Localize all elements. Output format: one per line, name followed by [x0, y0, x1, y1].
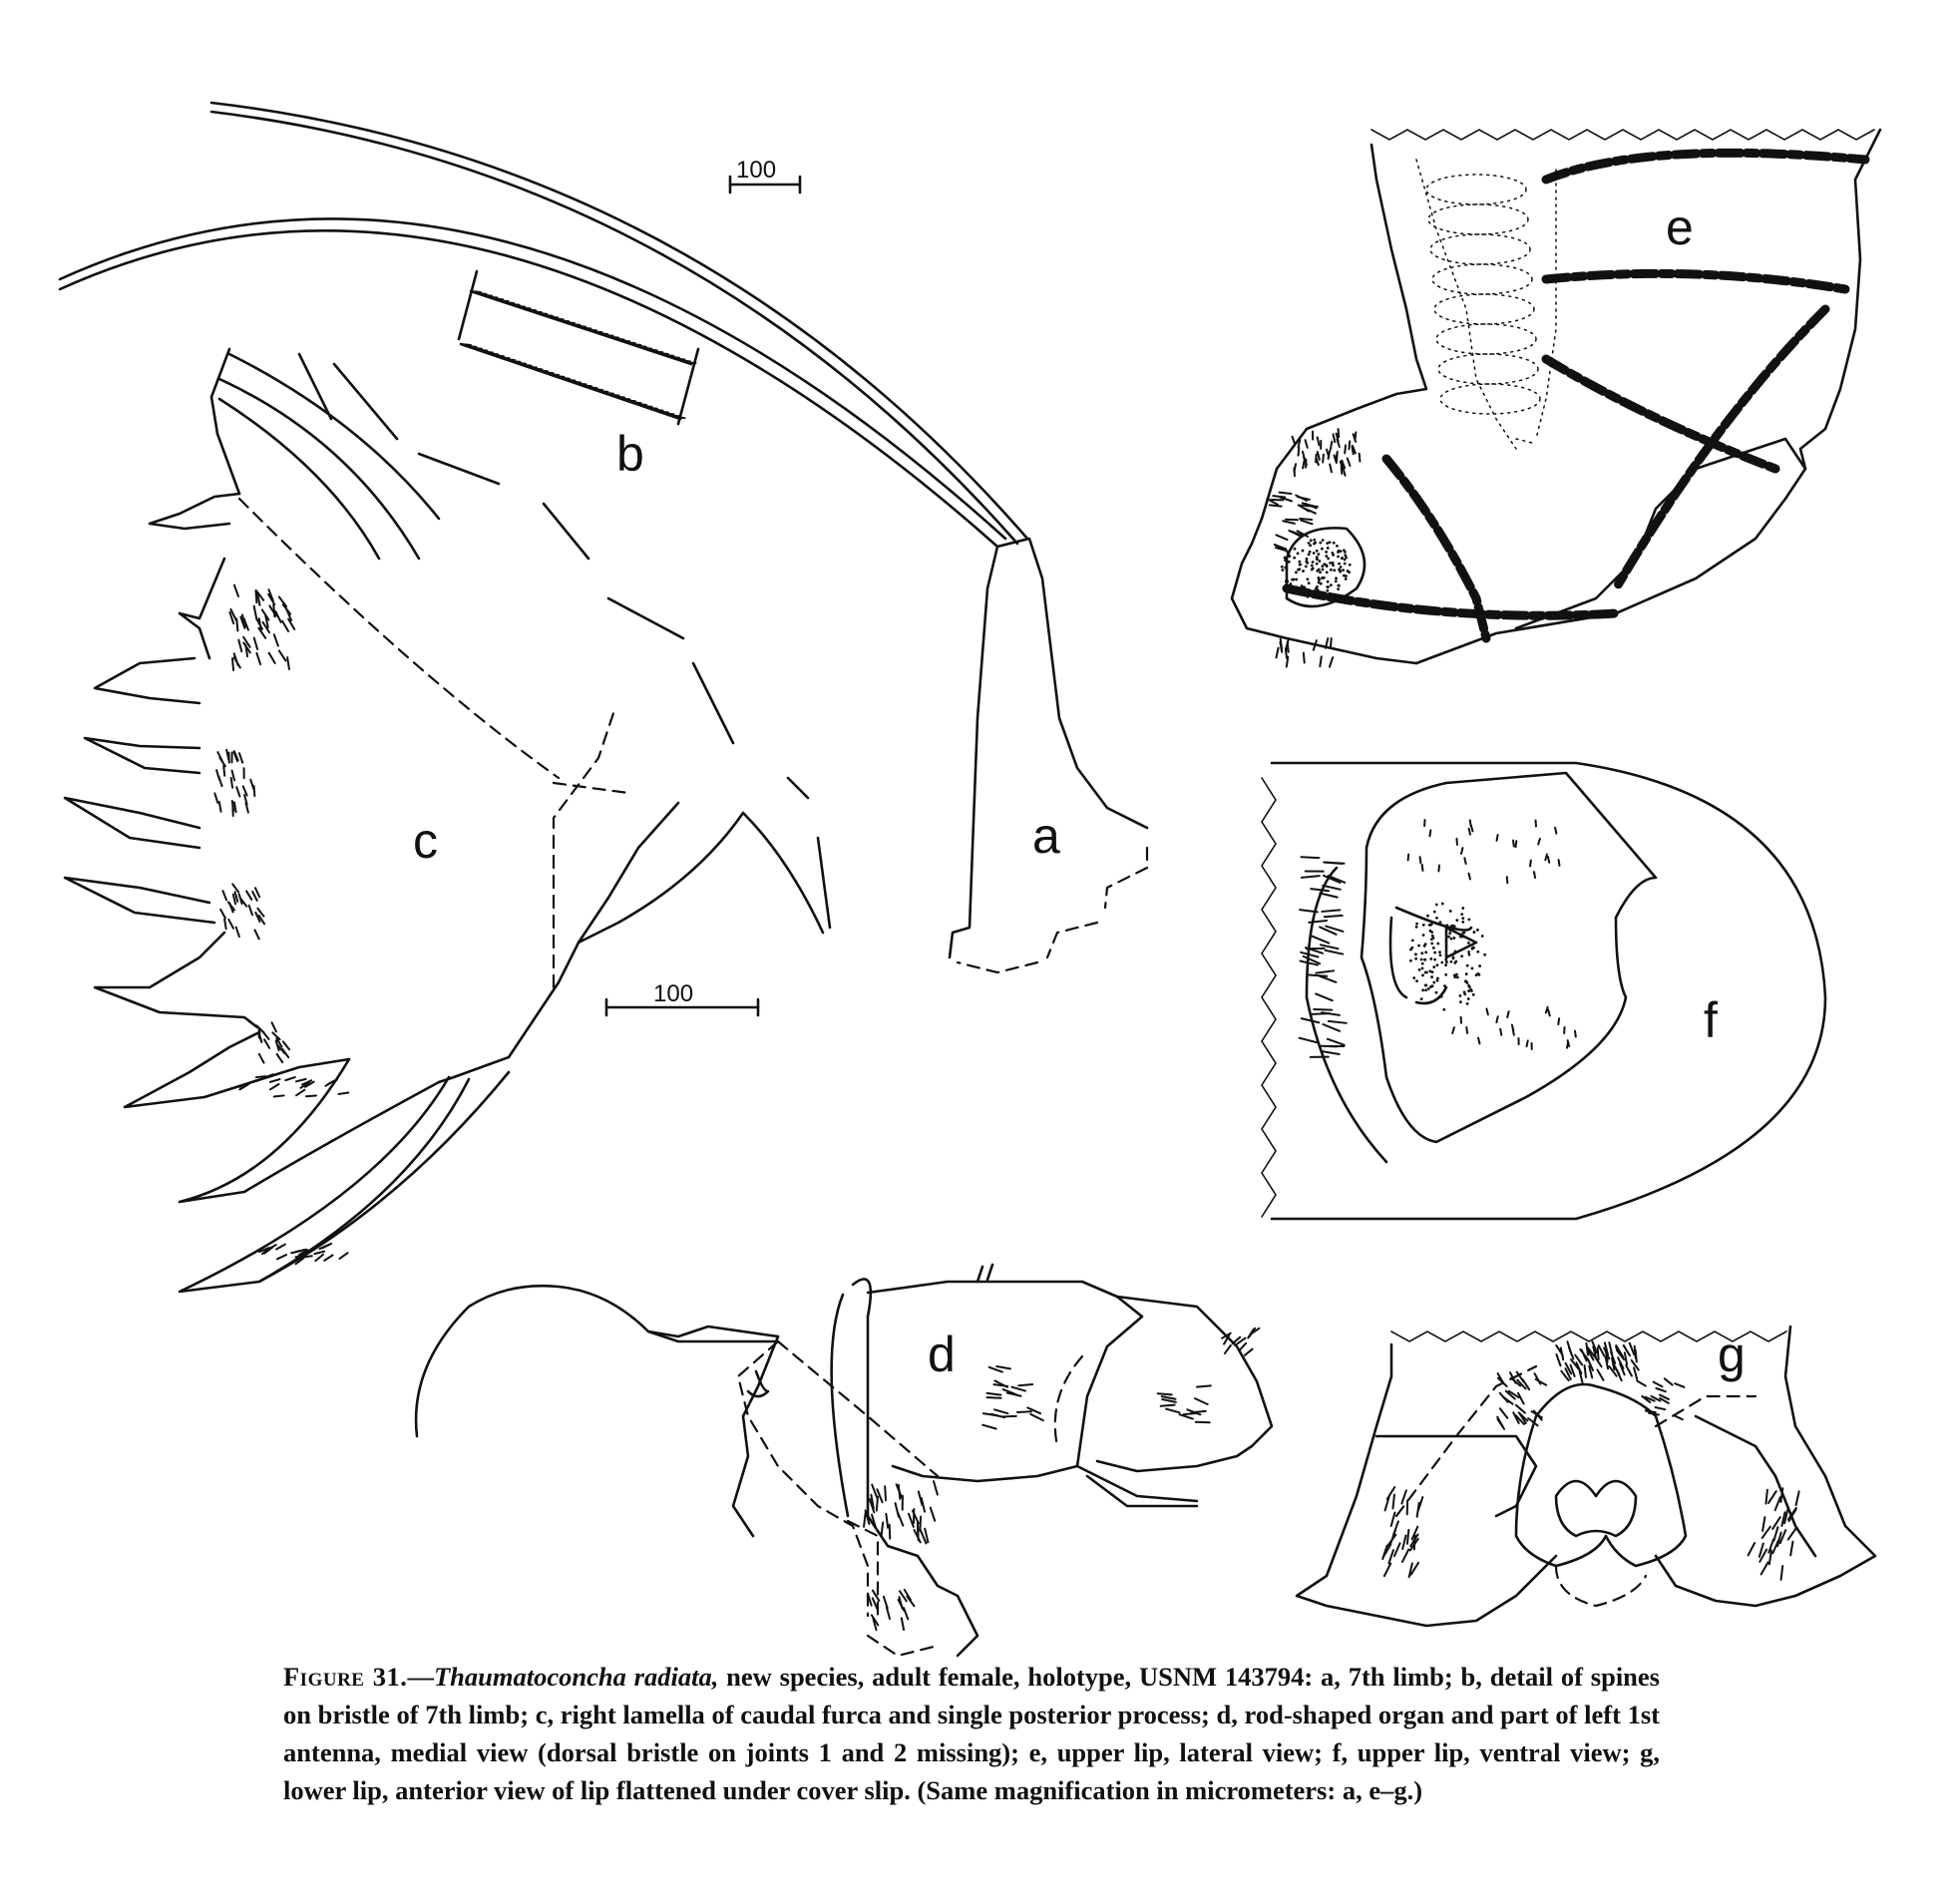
scale-bar-middle-label: 100 [653, 980, 694, 1007]
caption-dash: — [407, 1662, 434, 1692]
drawing-a-seventh-limb [60, 103, 1147, 972]
drawing-e-upper-lip-lateral [1232, 130, 1880, 667]
drawing-c-caudal-furca [65, 349, 830, 1292]
drawing-f-upper-lip-ventral [1262, 763, 1825, 1219]
panel-label-e: e [1666, 199, 1694, 255]
caption-text: new species, adult female, holotype, USNM 143794: a, 7th limb; b, detail of spines on bristle of 7th limb; c, right lamella of caudal furca and single posterior process; d, rod-shaped organ and part of left 1st antenna, medial view (dorsal bristle on joints 1 and 2 missing); e, upper lip, lateral view; f, upper lip, ventral view; g, lower lip, anterior view of lip flattened under cover slip. (Same magnification in micrometers: a, e–g.) [283, 1662, 1660, 1805]
panel-label-f: f [1704, 992, 1718, 1048]
panel-label-b: b [616, 426, 644, 482]
panel-label-g: g [1718, 1327, 1746, 1382]
caption-species-name: Thaumatoconcha radiata, [433, 1662, 719, 1692]
drawing-d-rod-organ [416, 1265, 1272, 1656]
scale-bar-top [730, 157, 800, 192]
panel-label-c: c [413, 813, 438, 869]
panel-label-a: a [1032, 808, 1060, 864]
drawing-g-lower-lip-anterior [1297, 1327, 1875, 1626]
scale-bar-top-label: 100 [736, 157, 777, 184]
caption-figure-number: Figure 31. [283, 1662, 408, 1692]
figure-caption [283, 1658, 1660, 1809]
panel-label-d: d [928, 1327, 956, 1382]
drawing-b-spine-detail [459, 271, 698, 424]
scale-bar-middle [606, 980, 758, 1015]
